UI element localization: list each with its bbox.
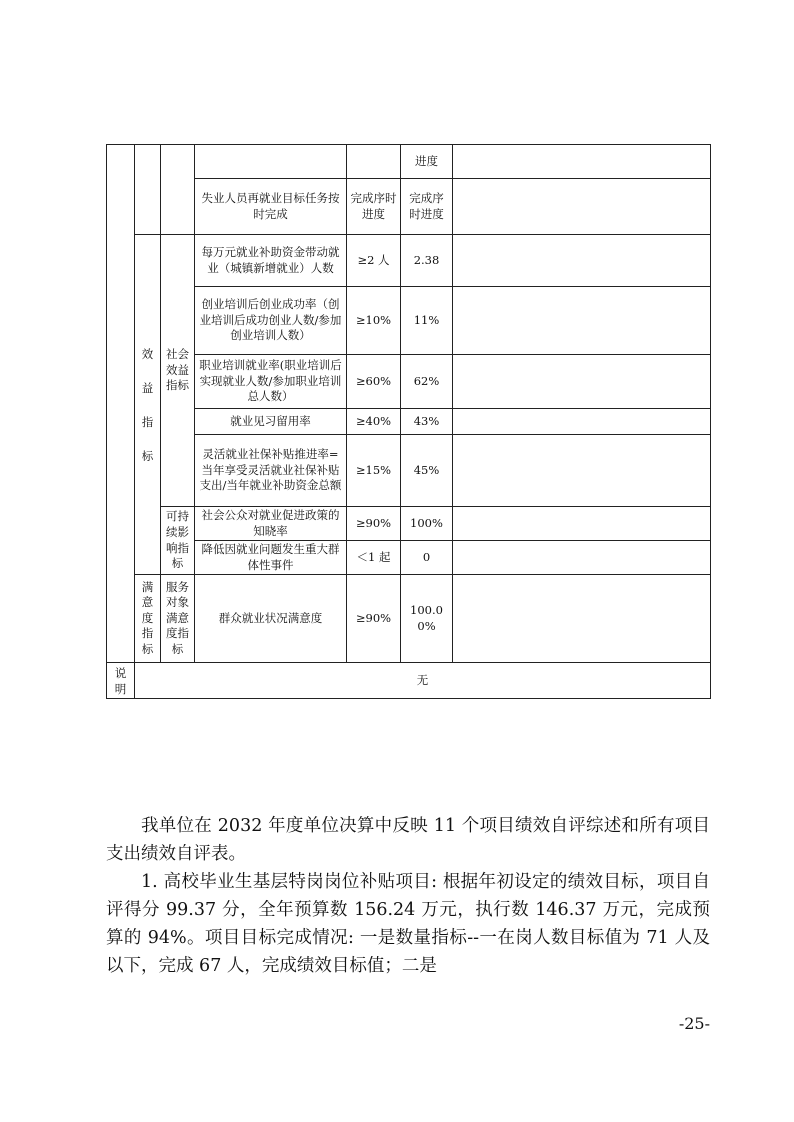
target-cell: ≥90%: [347, 507, 401, 541]
actual-cell: 2.38: [401, 235, 453, 287]
outer-left-cell: [107, 145, 135, 663]
note-label-cell: 说明: [107, 663, 135, 699]
table-row: [107, 235, 711, 287]
metric-cell: 社会公众对就业促进政策的知晓率: [195, 507, 347, 541]
metric-cell: 每万元就业补助资金带动就业（城镇新增就业）人数: [195, 235, 347, 287]
table-row: [107, 145, 711, 179]
table-row: [107, 575, 711, 663]
target-cell: 完成序时进度: [347, 179, 401, 235]
target-cell: ≥10%: [347, 287, 401, 355]
target-cell: ≥2 人: [347, 235, 401, 287]
target-cell: ＜1 起: [347, 541, 401, 575]
table-row: [107, 541, 711, 575]
remark-cell: [453, 541, 711, 575]
remark-cell: [453, 507, 711, 541]
actual-cell: 完成序时进度: [401, 179, 453, 235]
actual-cell: 43%: [401, 409, 453, 435]
metric-cell: 职业培训就业率(职业培训后实现就业人数/参加职业培训总人数）: [195, 355, 347, 409]
table-row: [107, 435, 711, 507]
actual-cell: 100%: [401, 507, 453, 541]
actual-cell: 62%: [401, 355, 453, 409]
metric-cell: 灵活就业社保补贴推进率=当年享受灵活就业社保补贴支出/当年就业补助资金总额: [195, 435, 347, 507]
level2-social-cell: 社会效益指标: [161, 235, 195, 507]
note-table: [106, 662, 711, 699]
actual-cell: 0: [401, 541, 453, 575]
actual-cell: 45%: [401, 435, 453, 507]
metric-cell: 降低因就业问题发生重大群体性事件: [195, 541, 347, 575]
page-number: -25-: [678, 1014, 710, 1033]
table-row: [107, 287, 711, 355]
remark-cell: [453, 179, 711, 235]
remark-cell: [453, 145, 711, 179]
metric-cell: [195, 145, 347, 179]
remark-cell: [453, 435, 711, 507]
remark-cell: [453, 287, 711, 355]
remark-cell: [453, 409, 711, 435]
note-value-cell: 无: [135, 663, 711, 699]
remark-cell: [453, 575, 711, 663]
performance-table: [106, 144, 711, 663]
remark-cell: [453, 235, 711, 287]
metric-cell: 失业人员再就业目标任务按时完成: [195, 179, 347, 235]
actual-cell: 100.00%: [401, 575, 453, 663]
target-cell: ≥60%: [347, 355, 401, 409]
level2-satisfaction-cell: 服务对象满意度指标: [161, 575, 195, 663]
target-cell: ≥15%: [347, 435, 401, 507]
level2-cell: [161, 145, 195, 235]
level1-satisfaction-cell: 满意度指标: [135, 575, 161, 663]
table-row: [107, 507, 711, 541]
table-row: [107, 663, 711, 699]
target-cell: [347, 145, 401, 179]
metric-cell: 就业见习留用率: [195, 409, 347, 435]
table-row: [107, 409, 711, 435]
body-paragraph: 我单位在 2032 年度单位决算中反映 11 个项目绩效自评综述和所有项目支出绩效自评表。: [106, 816, 710, 864]
body-paragraph: 1. 高校毕业生基层特岗岗位补贴项目: 根据年初设定的绩效目标，项目自评得分 99.37 分，全年预算数 156.24 万元，执行数 146.37 万元，完成预算的 94%。项目目标完成情况: 一是数量指标--一在岗人数目标值为 71 人及以下，完成 67 人，完成绩效目标值；二是: [106, 872, 710, 976]
remark-cell: [453, 355, 711, 409]
metric-cell: 群众就业状况满意度: [195, 575, 347, 663]
metric-cell: 创业培训后创业成功率（创业培训后成功创业人数/参加创业培训人数）: [195, 287, 347, 355]
level2-sustain-cell: 可持续影响指标: [161, 507, 195, 575]
actual-cell: 11%: [401, 287, 453, 355]
actual-cell: 进度: [401, 145, 453, 179]
level1-cell: [135, 145, 161, 235]
table-row: [107, 179, 711, 235]
table-row: [107, 355, 711, 409]
target-cell: ≥40%: [347, 409, 401, 435]
target-cell: ≥90%: [347, 575, 401, 663]
level1-benefit-cell: 效益指标: [135, 235, 161, 575]
